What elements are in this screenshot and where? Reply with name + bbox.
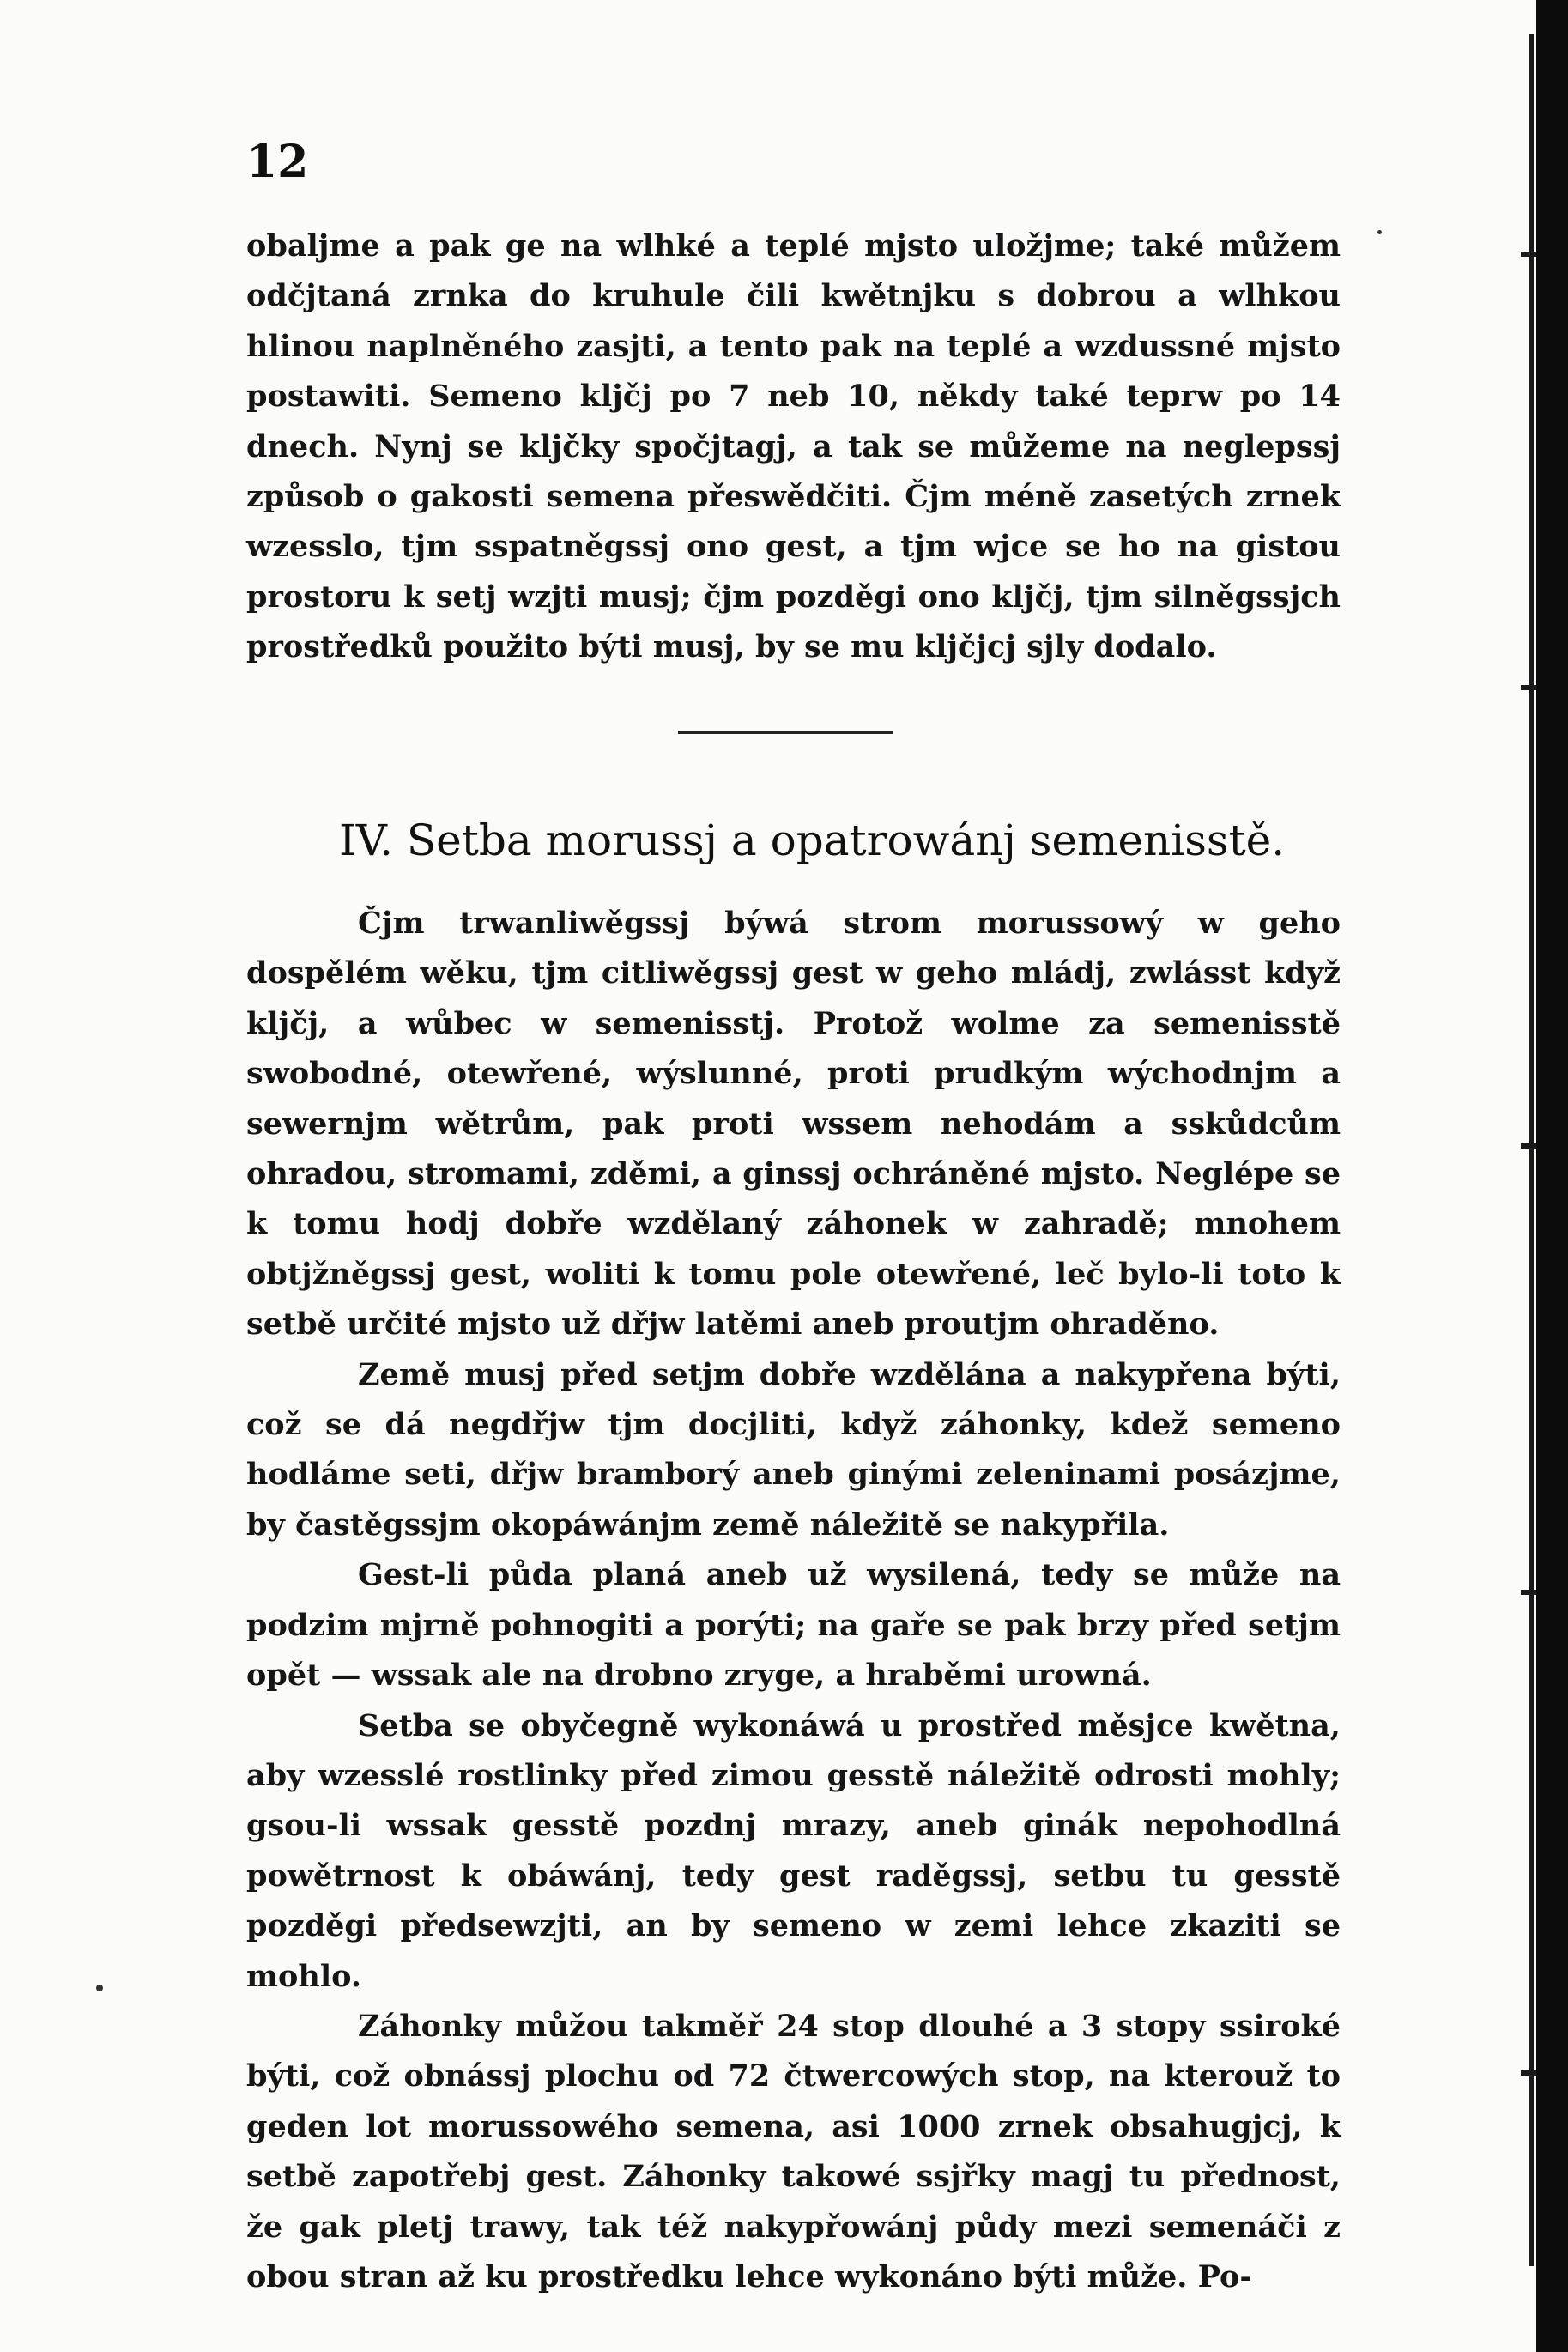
section-text-block	[246, 899, 1341, 2302]
page-speck	[96, 1985, 103, 1991]
page-speck	[1377, 230, 1382, 234]
scan-edge	[1536, 0, 1568, 2352]
intro-paragraph: obaljme a pak ge na wlhké a teplé mjsto uložjme; také můžem odčjtaná zrnka do kruhule čili kwětnjku s dobrou a wlhkou hlinou naplněného zasjti, a tento pak na teplé a wzdussné mjsto postawiti. Semeno kljčj po 7 neb 10, někdy také teprw po 14 dnech. Nynj se kljčky spočjtagj, a tak se můžeme na neglepssj způsob o gakosti semena přeswědčiti. Čjm méně zasetých zrnek wzesslo, tjm sspatněgssj ono gest, a tjm wjce se ho na gistou prostoru k setj wzjti musj; čjm pozděgi ono kljčj, tjm silněgssjch prostředků použito býti musj, by se mu kljčjcj sjly dodalo.	[246, 228, 1341, 665]
page-number: 12	[246, 136, 309, 188]
paragraph: Záhonky můžou takměř 24 stop dlouhé a 3 stopy ssiroké býti, což obnássj plochu od 72 čtwercowých stop, na kterouž to geden lot morussowého semena, asi 1000 zrnek obsahugjcj, k setbě zapotřebj gest. Záhonky takowé ssjřky magj tu přednost, že gak pletj trawy, tak též nakypřowánj půdy mezi semenáči z obou stran až ku prostředku lehce wykonáno býti může. Po-	[246, 2008, 1341, 2294]
section-divider	[678, 731, 893, 734]
paragraph: Čjm trwanliwěgssj býwá strom morussowý w geho dospělém wěku, tjm citliwěgssj gest w geho mládj, zwlásst když kljčj, a wůbec w semenisstj. Protož wolme za semenisstě swobodné, otewřené, wýslunné, proti prudkým wýchodnjm a sewernjm wětrům, pak proti wssem nehodám a sskůdcům ohradou, stromami, zděmi, a ginssj ochráněné mjsto. Neglépe se k tomu hodj dobře wzdělaný záhonek w zahradě; mnohem obtjžněgssj gest, woliti k tomu pole otewřené, leč bylo-li toto k setbě určité mjsto už dřjw latěmi aneb proutjm ohraděno.	[246, 906, 1341, 1343]
paragraph: Setba se obyčegně wykonáwá u prostřed měsjce kwětna, aby wzesslé rostlinky před zimou gesstě náležitě odrosti mohly; gsou-li wssak gesstě pozdnj mrazy, aneb ginák nepohodlná powětrnost k obáwánj, tedy gest raděgssj, setbu tu gesstě pozděgi předsewzjti, an by semeno w zemi lehce zkaziti se mohlo.	[246, 1707, 1341, 1994]
binding-rule	[1529, 34, 1534, 2266]
paragraph: Země musj před setjm dobře wzdělána a nakypřena býti, což se dá negdřjw tjm docjliti, když záhonky, kdež semeno hodláme seti, dřjw bramborý aneb ginými zeleninami posázjme, by častěgssjm okopáwánjm země náležitě se nakypřila.	[246, 1356, 1341, 1543]
section-heading: IV. Setba morussj a opatrowánj semenisstě.	[339, 815, 1286, 865]
paragraph: Gest-li půda planá aneb už wysilená, tedy se může na podzim mjrně pohnogiti a porýti; na gaře se pak brzy před setjm opět — wssak ale na drobno zryge, a hraběmi urowná.	[246, 1557, 1341, 1694]
intro-text-block	[246, 221, 1341, 673]
